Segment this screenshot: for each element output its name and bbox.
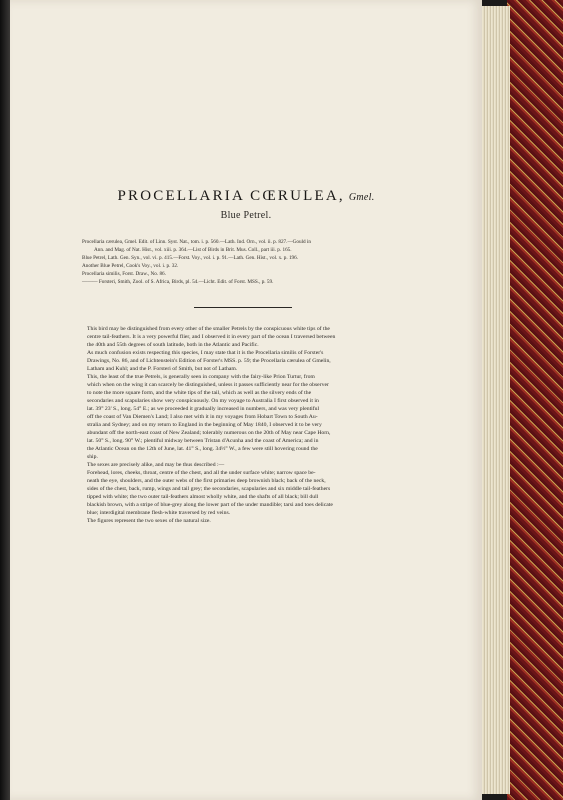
synonymy-references (82, 238, 422, 286)
text-line: centre tail-feathers. It is a very powerful flier, and I observed it in every part of the ocean I traversed between (87, 334, 336, 340)
text-line: stralia and Sydney; and on my return to England in the beginning of May 1840, I observed it to be very (87, 422, 322, 428)
reference-line: Procellaria similis, Forst. Draw., No. 86. (82, 271, 166, 277)
book-left-edge (0, 0, 10, 800)
text-line: secondaries and scapularies show very conspicuously. On my voyage to Australia I first observed it in (87, 398, 319, 404)
text-line: lat. 39° 23' S., long. 54° E.; as we proceeded it gradually increased in numbers, and was very plentiful (87, 406, 320, 412)
text-line: Drawings, No. 86, and of Lichtenstein's Edition of Forster's MSS. p. 59; the Procellaria cærulea of Gmelin, (87, 358, 331, 364)
text-line: The sexes are precisely alike, and may be thus described :— (87, 462, 225, 468)
paragraph (80, 325, 412, 349)
text-line: the 40th and 55th degrees of south latitude, both in the Atlantic and Pacific. (87, 342, 259, 348)
book-binding (507, 0, 563, 800)
text-line: which when on the wing it can scarcely be distinguished, unless it passes sufficiently near for the observer (87, 382, 329, 388)
text-line: off the coast of Van Diemen's Land; I also met with it in my voyages from Hobart Town to South Au- (87, 414, 318, 420)
reference-line: Ann. and Mag. of Nat. Hist., vol. xiii. p. 364.—List of Birds in Brit. Mus. Coll., part iii. p. 165. (94, 247, 292, 253)
page-edges (480, 6, 510, 794)
text-line: sides of the chest, back, rump, wings and tail grey; the secondaries, scapularies and six middle tail-feathers (87, 486, 331, 492)
text-line: As much confusion exists respecting this species, I may state that it is the Procellaria similis of Forster's (87, 350, 324, 356)
text-line: Forehead, lores, cheeks, throat, centre of the chest, and all the under surface white; narrow space be- (87, 470, 316, 476)
text-line: Latham and Kuhl; and the P. Forsteri of Smith, but not of Latham. (87, 366, 238, 372)
reference-line: ——— Forsteri, Smith, Zool. of S. Africa, Birds, pl. 54.—Licht. Edit. of Forst. MSS., p. 59. (82, 279, 274, 285)
text-line: ship. (87, 454, 98, 460)
paragraph (80, 349, 412, 373)
text-line: blackish brown, with a stripe of blue-grey along the lower part of the under mandible; tarsi and toes delicate (87, 502, 333, 508)
reference-line: Procellaria cærulea, Gmel. Edit. of Linn. Syst. Nat., tom. i. p. 560.—Lath. Ind. Orn., vol. ii. p. 827.—Gould in (82, 239, 311, 245)
divider-rule (194, 307, 292, 308)
reference-line: Another Blue Petrel, Cook's Voy., vol. i. p. 32. (82, 263, 179, 269)
text-line: the Atlantic Ocean on the 12th of June, lat. 41° S., long. 34½° W., a few were still hovering round the (87, 446, 318, 452)
text-line: This bird may be distinguished from every other of the smaller Petrels by the conspicuous white tips of the (87, 326, 330, 332)
text-line: lat. 50° S., long. 90° W.; plentiful midway between Tristan d'Acunha and the coast of America; and in (87, 438, 319, 444)
text-line: abundant off the north-east coast of New Zealand; tolerably numerous on the 20th of May near Cape Horn, (87, 430, 331, 436)
paragraph (80, 517, 412, 525)
text-line: tipped with white; the two outer tail-feathers almost wholly white, and the shafts of all black; bill dull (87, 494, 319, 500)
species-authority: Gmel. (348, 192, 375, 203)
species-title (10, 188, 482, 205)
paragraph (80, 373, 412, 461)
species-name: PROCELLARIA CŒRULEA, (117, 188, 345, 204)
text-line: neath the eye, shoulders, and the outer webs of the first primaries deep brownish black; back of the neck, (87, 478, 326, 484)
reference-line: Blue Petrel, Lath. Gen. Syn., vol. vi. p. 415.—Forst. Voy., vol. i. p. 91.—Lath. Gen. Hist., vol. x. p. 196. (82, 255, 299, 261)
text-line: The figures represent the two sexes of the natural size. (87, 518, 211, 524)
paragraph (80, 469, 412, 517)
paragraph (80, 461, 412, 469)
body-text (80, 325, 412, 525)
book-page (10, 0, 482, 800)
text-line: This, the least of the true Petrels, is generally seen in company with the fairy-like Prion Turtur, from (87, 374, 315, 380)
text-line: blue; interdigital membrane flesh-white traversed by red veins. (87, 510, 231, 516)
text-line: to note the more square form, and the white tips of the tail, which as well as the silvery ends of the (87, 390, 312, 396)
common-name: Blue Petrel. (220, 210, 272, 221)
